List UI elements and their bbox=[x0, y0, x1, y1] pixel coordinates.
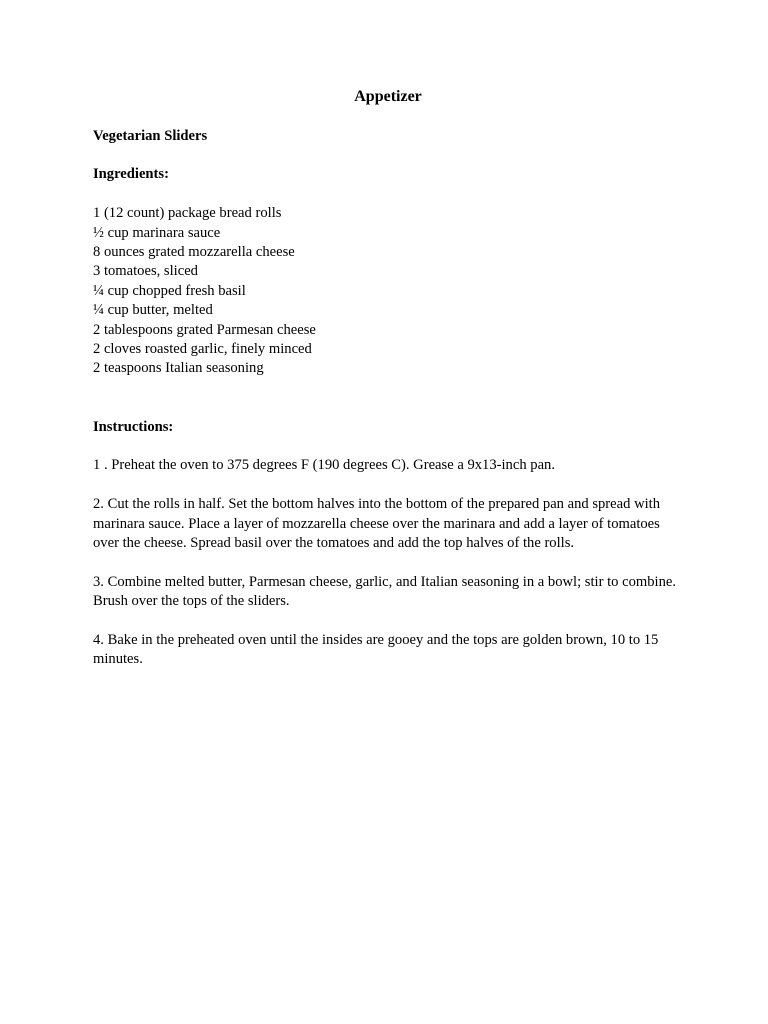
ingredient-item: 1 (12 count) package bread rolls bbox=[93, 205, 282, 222]
ingredient-item: 2 cloves roasted garlic, finely minced bbox=[93, 341, 312, 358]
ingredient-item: ¼ cup chopped fresh basil bbox=[93, 282, 246, 299]
ingredient-item: 2 tablespoons grated Parmesan cheese bbox=[93, 321, 316, 338]
instruction-step: 3. Combine melted butter, Parmesan cheese, garlic, and Italian seasoning in a bowl; stir to combine. Brush over the tops of the sliders. bbox=[93, 573, 677, 610]
document-body bbox=[93, 86, 683, 689]
instruction-step: 1 . Preheat the oven to 375 degrees F (190 degrees C). Grease a 9x13-inch pan. bbox=[93, 457, 555, 474]
ingredient-item: 8 ounces grated mozzarella cheese bbox=[93, 244, 295, 261]
ingredient-item: ¼ cup butter, melted bbox=[93, 302, 213, 319]
instructions-heading: Instructions: bbox=[93, 418, 174, 435]
ingredient-item: ½ cup marinara sauce bbox=[93, 224, 221, 241]
ingredient-item: 3 tomatoes, sliced bbox=[93, 263, 198, 280]
recipe-title: Vegetarian Sliders bbox=[93, 128, 208, 144]
page-title: Appetizer bbox=[354, 88, 422, 105]
ingredient-list bbox=[93, 204, 683, 379]
instruction-step: 2. Cut the rolls in half. Set the bottom halves into the bottom of the prepared pan and spread with marinara sauce. Place a layer of mozzarella cheese over the marinara and add a layer of tomatoes over the cheese. Spread basil over the tomatoes and add the top halves of the rolls. bbox=[93, 496, 661, 552]
ingredient-item: 2 teaspoons Italian seasoning bbox=[93, 360, 264, 377]
instruction-step: 4. Bake in the preheated oven until the insides are gooey and the tops are golden brown, 10 to 15 minutes. bbox=[93, 632, 659, 668]
ingredients-heading: Ingredients: bbox=[93, 166, 169, 183]
